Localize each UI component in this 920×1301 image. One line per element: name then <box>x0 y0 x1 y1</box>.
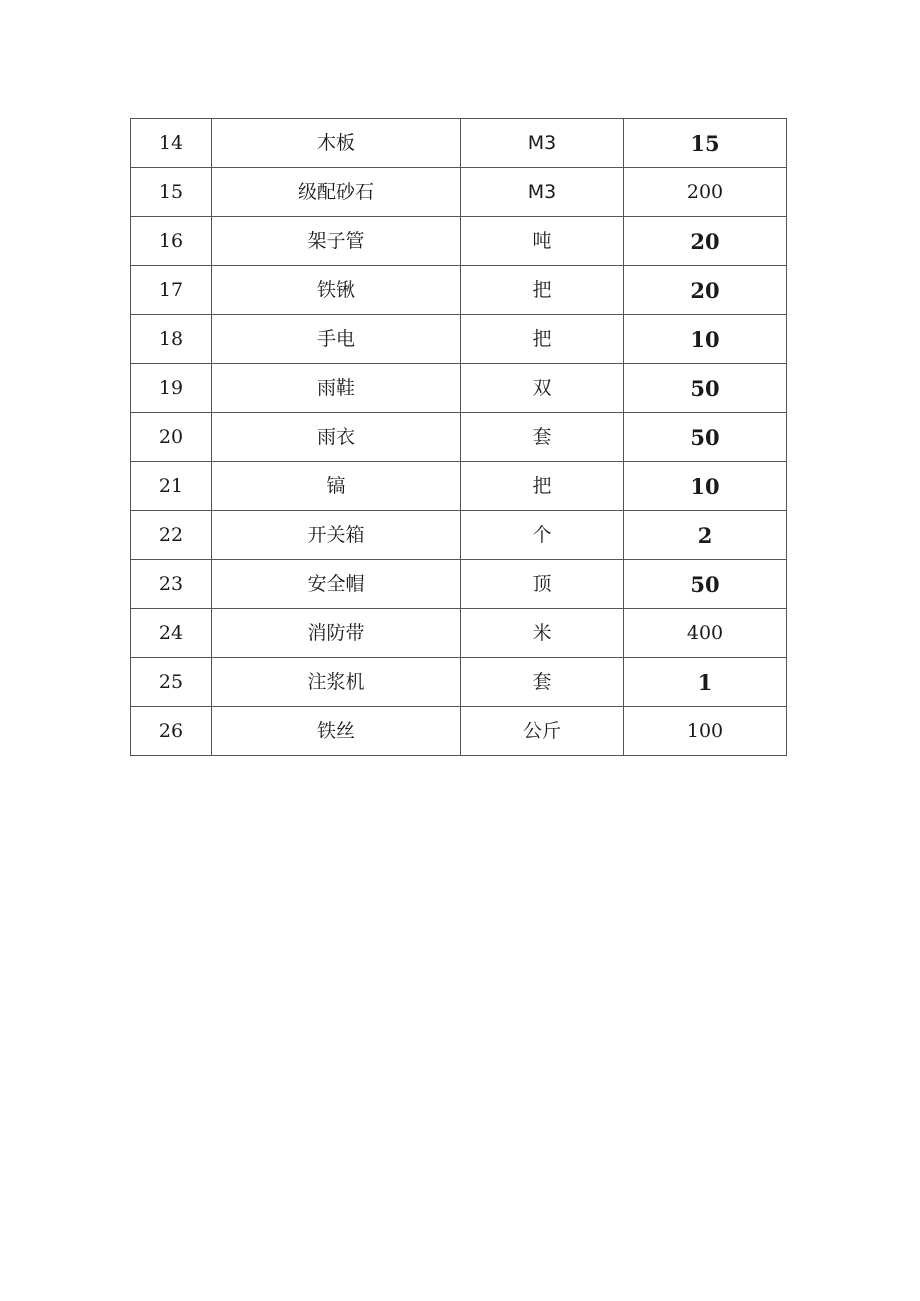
item-name-cell: 消防带 <box>212 609 461 658</box>
item-name-cell: 铁丝 <box>212 707 461 756</box>
item-name-cell: 注浆机 <box>212 658 461 707</box>
item-unit-cell: M3 <box>461 119 624 168</box>
item-unit-cell: 公斤 <box>461 707 624 756</box>
item-unit-cell: 顶 <box>461 560 624 609</box>
item-quantity-cell: 50 <box>624 560 787 609</box>
item-quantity-cell: 200 <box>624 168 787 217</box>
item-unit-cell: 套 <box>461 413 624 462</box>
table-row <box>131 168 787 217</box>
table-row <box>131 658 787 707</box>
item-name-cell: 雨衣 <box>212 413 461 462</box>
item-quantity-cell: 20 <box>624 266 787 315</box>
item-name-cell: 手电 <box>212 315 461 364</box>
table-row <box>131 315 787 364</box>
table-row <box>131 413 787 462</box>
table-row <box>131 217 787 266</box>
item-unit-cell: M3 <box>461 168 624 217</box>
item-name-cell: 架子管 <box>212 217 461 266</box>
item-quantity-cell: 400 <box>624 609 787 658</box>
item-unit-cell: 米 <box>461 609 624 658</box>
item-quantity-cell: 100 <box>624 707 787 756</box>
item-number-cell: 17 <box>131 266 212 315</box>
table-row <box>131 609 787 658</box>
item-number-cell: 20 <box>131 413 212 462</box>
table-body <box>131 119 787 756</box>
item-unit-cell: 把 <box>461 462 624 511</box>
item-name-cell: 安全帽 <box>212 560 461 609</box>
table-row <box>131 364 787 413</box>
item-number-cell: 22 <box>131 511 212 560</box>
item-number-cell: 18 <box>131 315 212 364</box>
item-quantity-cell: 10 <box>624 315 787 364</box>
item-quantity-cell: 15 <box>624 119 787 168</box>
table-row <box>131 560 787 609</box>
item-number-cell: 21 <box>131 462 212 511</box>
item-unit-cell: 双 <box>461 364 624 413</box>
item-unit-cell: 吨 <box>461 217 624 266</box>
item-name-cell: 开关箱 <box>212 511 461 560</box>
item-quantity-cell: 2 <box>624 511 787 560</box>
item-number-cell: 26 <box>131 707 212 756</box>
item-number-cell: 16 <box>131 217 212 266</box>
table-row <box>131 266 787 315</box>
item-name-cell: 铁锹 <box>212 266 461 315</box>
item-quantity-cell: 50 <box>624 364 787 413</box>
item-number-cell: 25 <box>131 658 212 707</box>
item-name-cell: 镐 <box>212 462 461 511</box>
item-number-cell: 24 <box>131 609 212 658</box>
table-row <box>131 707 787 756</box>
item-unit-cell: 把 <box>461 266 624 315</box>
item-number-cell: 19 <box>131 364 212 413</box>
item-quantity-cell: 10 <box>624 462 787 511</box>
item-name-cell: 木板 <box>212 119 461 168</box>
item-unit-cell: 个 <box>461 511 624 560</box>
table-row <box>131 511 787 560</box>
item-number-cell: 15 <box>131 168 212 217</box>
item-unit-cell: 把 <box>461 315 624 364</box>
item-name-cell: 级配砂石 <box>212 168 461 217</box>
item-quantity-cell: 1 <box>624 658 787 707</box>
item-unit-cell: 套 <box>461 658 624 707</box>
table-row <box>131 119 787 168</box>
table-row <box>131 462 787 511</box>
item-name-cell: 雨鞋 <box>212 364 461 413</box>
materials-table <box>130 118 787 756</box>
item-number-cell: 23 <box>131 560 212 609</box>
item-quantity-cell: 20 <box>624 217 787 266</box>
item-number-cell: 14 <box>131 119 212 168</box>
item-quantity-cell: 50 <box>624 413 787 462</box>
